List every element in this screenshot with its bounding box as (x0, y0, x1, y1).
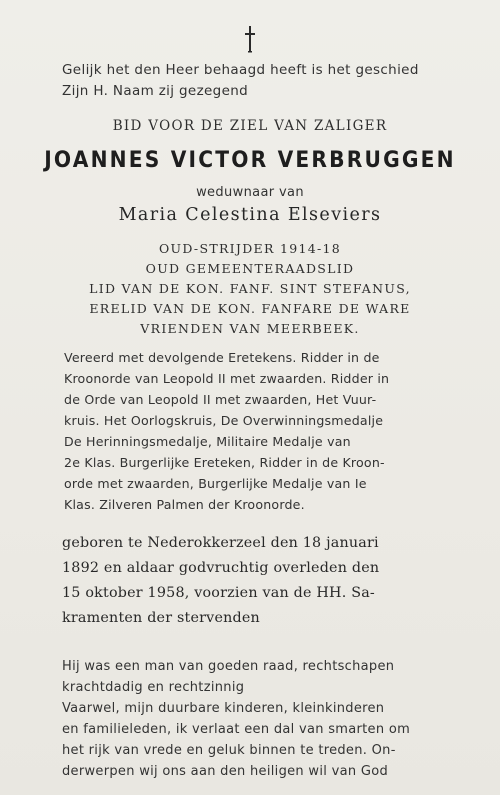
honours-line: orde met zwaarden, Burgerlijke Medalje van Ie (64, 476, 367, 491)
motto-line-1: Gelijk het den Heer behaagd heeft is het geschied (62, 62, 419, 78)
biography-line: geboren te Nederokkerzeel den 18 januari (62, 535, 379, 551)
title-line: VRIENDEN VAN MEERBEEK. (140, 321, 360, 336)
cross-header (0, 24, 500, 54)
motto-line-2: Zijn H. Naam zij gezegend (62, 83, 249, 99)
tribute-line: derwerpen wij ons aan den heiligen wil van God (62, 764, 388, 779)
honours-line: Kroonorde van Leopold II met zwaarden. Ridder in (64, 371, 390, 386)
biography-line: 15 oktober 1958, voorzien van de HH. Sa- (62, 585, 375, 601)
biography-line: kramenten der stervenden (62, 610, 260, 626)
title-line: OUD-STRIJDER 1914-18 (159, 241, 341, 256)
prayer-intro: BID VOOR DE ZIEL VAN ZALIGER (112, 118, 388, 134)
tribute-line: Hij was een man van goeden raad, rechtschapen (62, 659, 395, 674)
tribute-line: en familieleden, ik verlaat een dal van smarten om (62, 722, 411, 737)
deceased-name: JOANNES VICTOR VERBRUGGEN (44, 147, 456, 173)
title-line: ERELID VAN DE KON. FANFARE DE WARE (89, 301, 411, 316)
honours-line: Klas. Zilveren Palmen der Kroonorde. (64, 497, 305, 512)
honours-line: 2e Klas. Burgerlijke Ereteken, Ridder in de Kroon- (64, 455, 385, 470)
biography-line: 1892 en aldaar godvruchtig overleden den (62, 560, 380, 576)
honours-line: de Orde van Leopold II met zwaarden, Het Vuur- (64, 392, 377, 407)
tribute-line: het rijk van vrede en geluk binnen te treden. On- (62, 743, 396, 758)
honours-line: kruis. Het Oorlogskruis, De Overwinningsmedalje (64, 413, 384, 428)
latin-cross-icon (243, 24, 257, 54)
title-line: OUD GEMEENTERAADSLID (145, 261, 355, 276)
title-line: LID VAN DE KON. FANF. SINT STEFANUS, (89, 281, 411, 296)
spouse-name: Maria Celestina Elseviers (118, 205, 382, 225)
tribute-line: krachtdadig en rechtzinnig (62, 680, 245, 695)
tribute-line: Vaarwel, mijn duurbare kinderen, kleinkinderen (62, 701, 385, 716)
relation-text: weduwnaar van (196, 185, 304, 200)
honours-line: De Herinningsmedalje, Militaire Medalje van (64, 434, 351, 449)
honours-line: Vereerd met devolgende Eretekens. Ridder in de (64, 350, 380, 365)
